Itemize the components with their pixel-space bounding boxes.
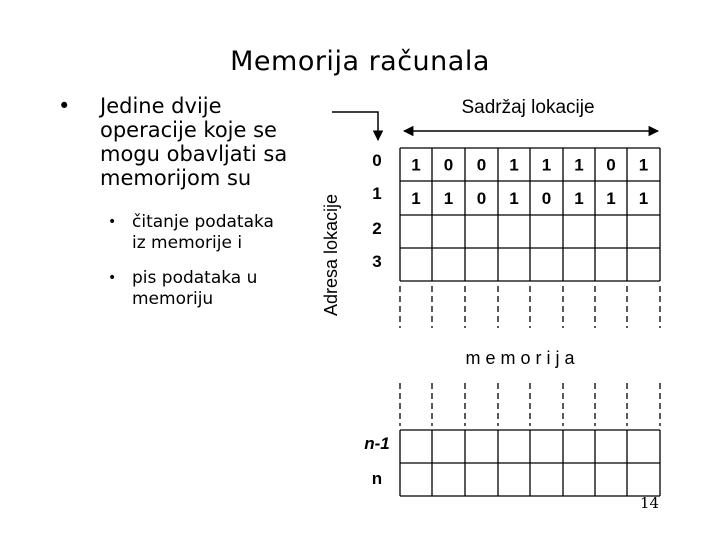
- memory-bit-cell: 1: [541, 155, 552, 175]
- row-label: n: [371, 469, 383, 488]
- bullet-dot-icon: •: [58, 94, 71, 118]
- memory-bit-cell: 1: [638, 155, 649, 175]
- bullet-dot-icon: •: [108, 214, 117, 230]
- slide-title: Memorija računala: [230, 46, 490, 77]
- address-arrow: [332, 112, 378, 140]
- row-label: 3: [372, 252, 382, 271]
- memory-grid-bottom: [400, 430, 660, 496]
- memory-bit-cell: 1: [509, 189, 519, 208]
- memory-bit-cell: 1: [443, 189, 454, 208]
- memory-label: m e m o r i j a: [465, 348, 575, 368]
- memory-bit-cell: 1: [509, 155, 519, 175]
- sub-bullet-text: čitanje podataka iz memorije i: [132, 212, 274, 253]
- memory-bit-cell: 1: [638, 189, 649, 208]
- sub-bullet-text: pis podataka u memoriju: [132, 268, 258, 309]
- memory-bit-cell: 0: [606, 155, 616, 175]
- memory-bit-cell: 0: [476, 155, 487, 175]
- memory-bit-cell: 1: [574, 189, 584, 208]
- memory-bit-cell: 1: [411, 189, 421, 208]
- row-label: 0: [372, 151, 382, 170]
- main-bullet-text: Jedine dvije operacije koje se mogu obavljati sa memorijom su: [100, 94, 288, 190]
- memory-grid-top: [400, 148, 660, 281]
- row-label: 1: [372, 184, 382, 203]
- memory-bit-cell: 1: [574, 155, 584, 175]
- page-number: 14: [640, 494, 660, 512]
- memory-bit-cell: 0: [476, 189, 487, 208]
- bullet-dot-icon: •: [108, 270, 117, 286]
- memory-bit-cell: 0: [443, 155, 454, 175]
- address-label: Adresa lokacije: [321, 193, 341, 317]
- memory-bit-cell: 0: [541, 189, 552, 208]
- content-label: Sadržaj lokacije: [461, 97, 595, 118]
- memory-bit-cell: 1: [606, 189, 616, 208]
- row-label: n-1: [364, 434, 390, 453]
- row-label: 2: [372, 219, 382, 238]
- memory-bit-cell: 1: [411, 155, 421, 175]
